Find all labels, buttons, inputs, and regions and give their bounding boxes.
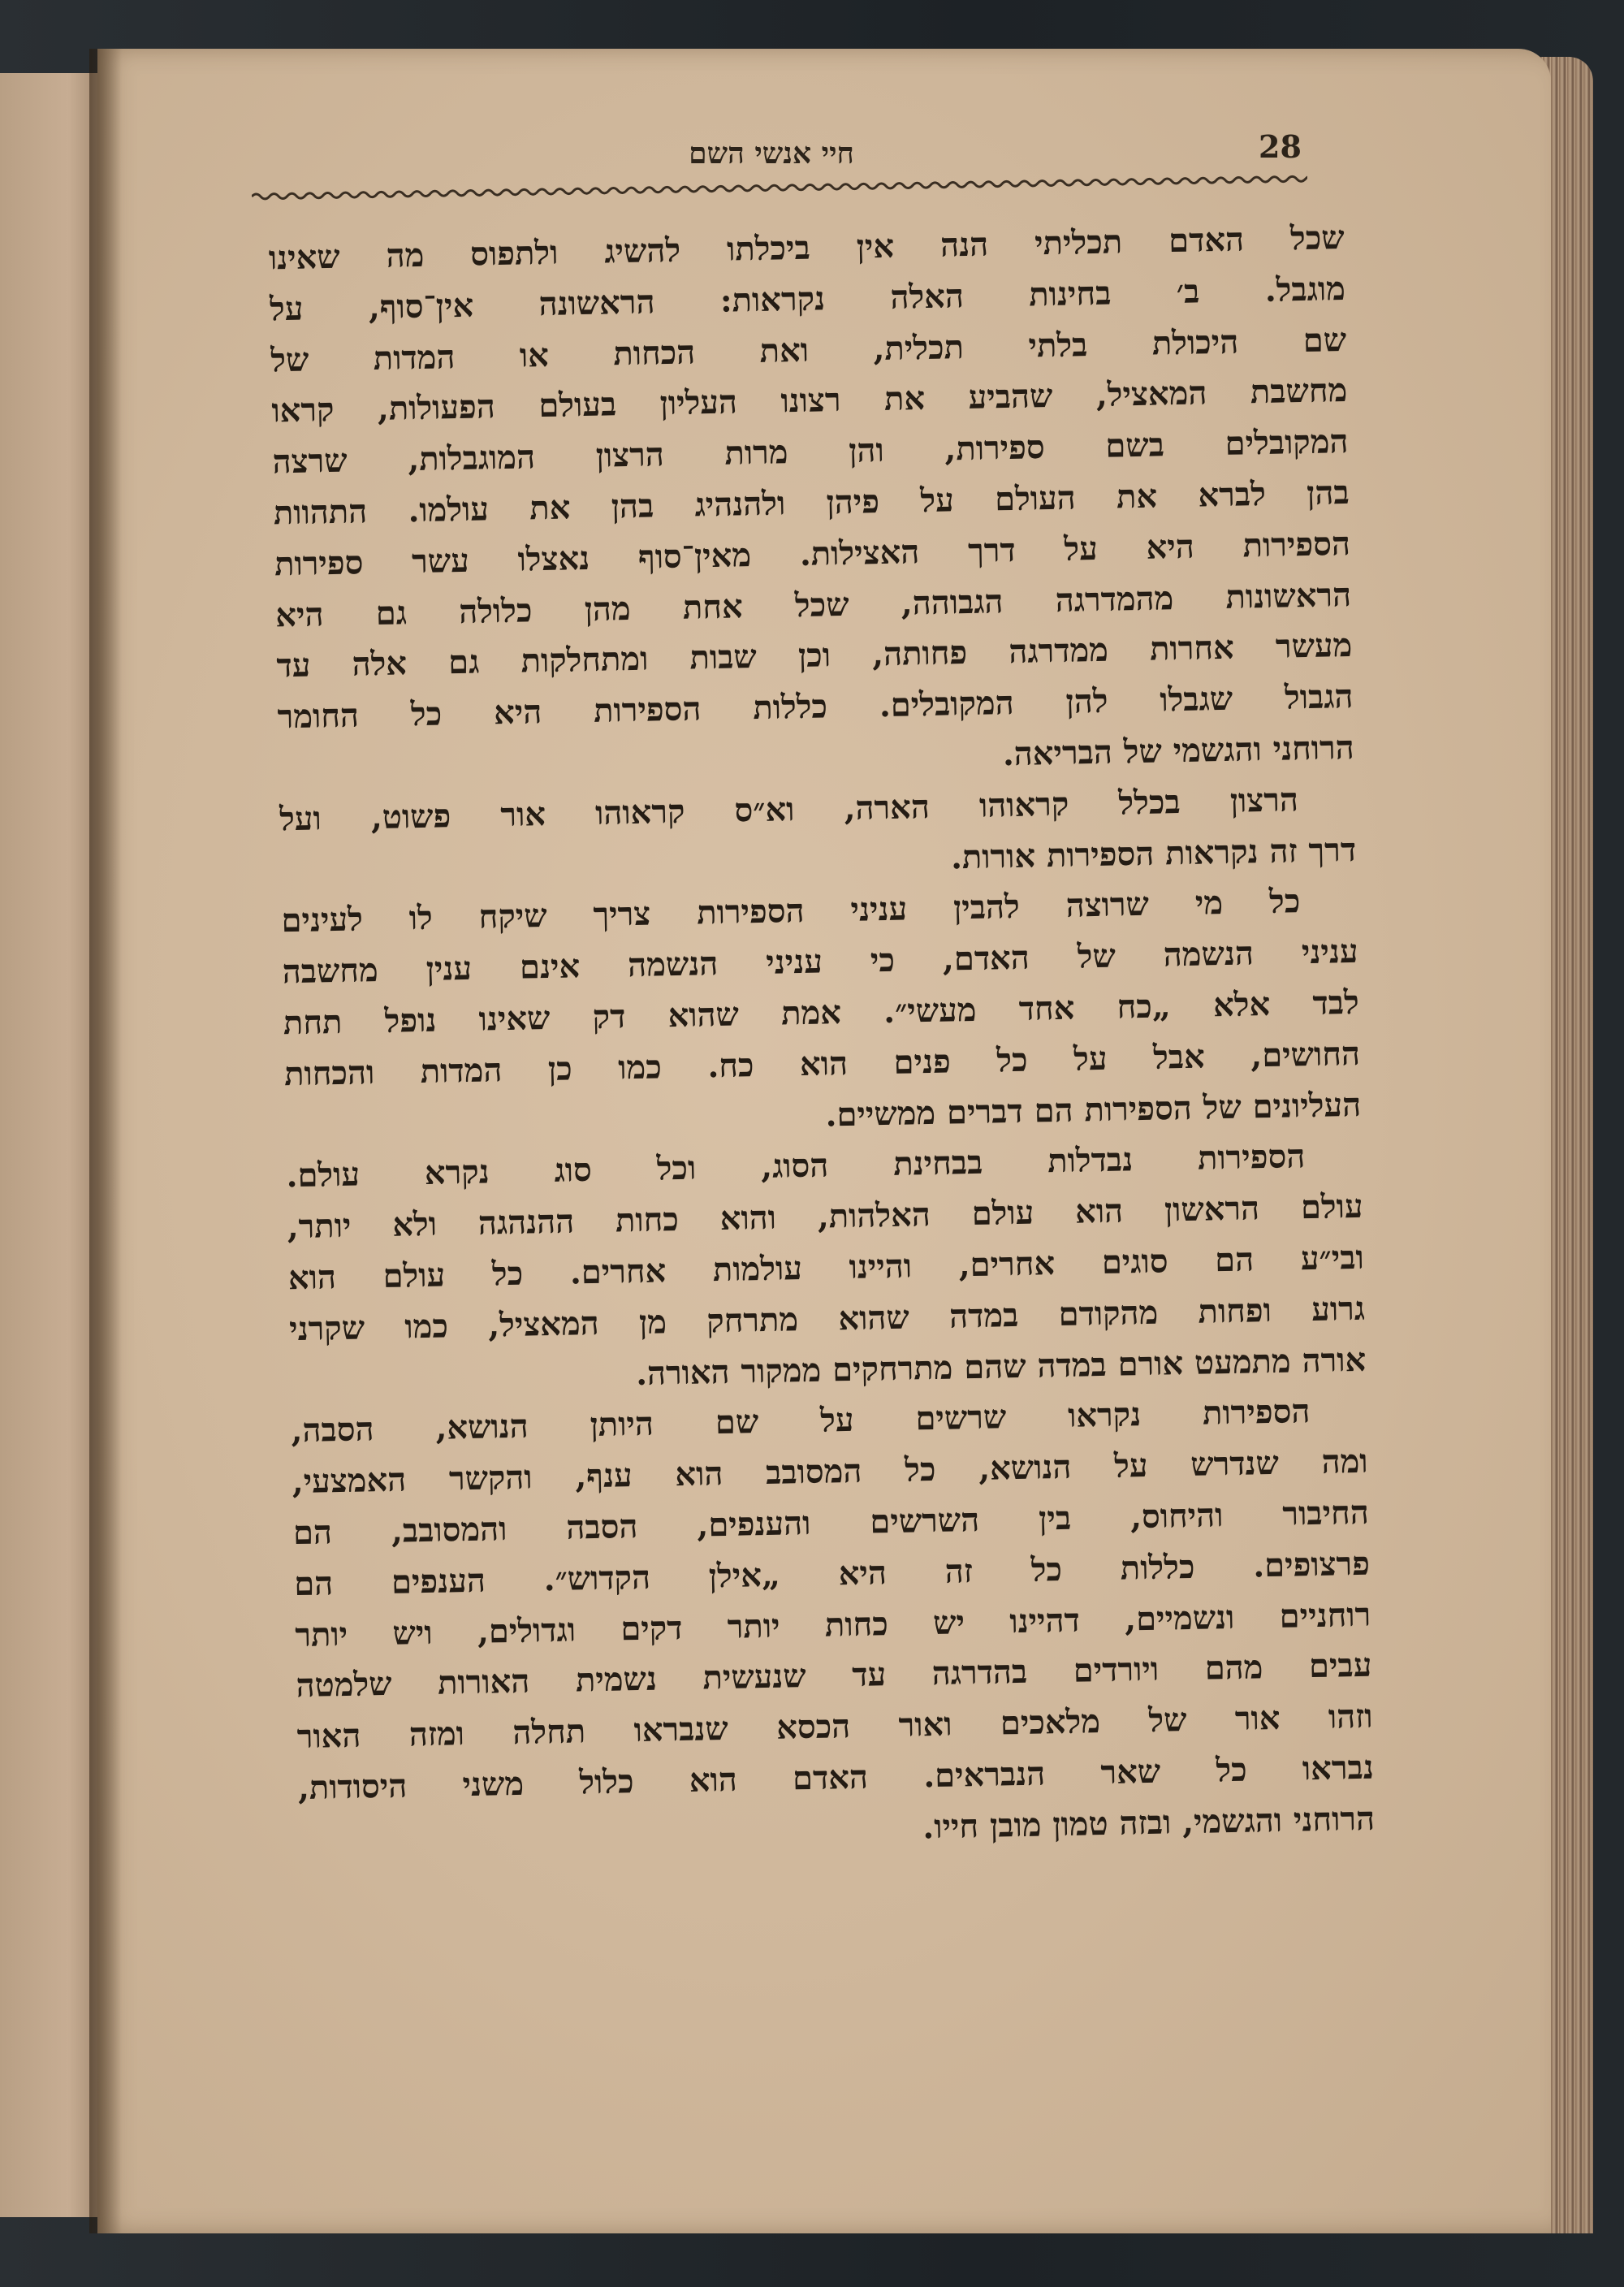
body-text xyxy=(268,213,1375,1865)
text-line: כל מי שרוצה להבין עניני הספירות צריך שיקח לו לעינים xyxy=(281,882,1301,940)
text-line: המקובלים בשם ספירות, והן מרות הרצון המוגבלות, שרצה xyxy=(272,422,1349,482)
text-line: מוגבל. ב׳ בחינות האלה נקראות: הראשונה אין־סוף, על xyxy=(269,269,1346,329)
text-line: הרוחני והגשמי של הבריאה. xyxy=(1002,728,1355,774)
text-line: הרוחני והגשמי, ובזה טמון מובן חייו. xyxy=(922,1799,1376,1847)
gutter-shadow xyxy=(89,49,122,2233)
text-line: נבראו כל שאר הנבראים. האדם הוא כלול משני היסודות, xyxy=(297,1748,1375,1807)
text-line: עניני הנשמה של האדם, כי עניני הנשמה אינם ענין מחשבה xyxy=(282,932,1358,992)
text-line: הספירות נקראו שרשים על שם היותן הנושא, הסבה, xyxy=(291,1392,1311,1450)
text-line: אורה מתמעט אורם במדה שהם מתרחקים ממקור האורה. xyxy=(635,1340,1367,1393)
text-line: העליונים של הספירות הם דברים ממשיים. xyxy=(825,1085,1362,1135)
text-line: בהן לברא את העולם על פיהן ולהנהיג בהן את עולמו. התהוות xyxy=(273,473,1350,533)
text-line: וזהו אור של מלאכים ואור הכסא שנבראו תחלה ומזה האור xyxy=(296,1697,1373,1757)
text-line: שכל האדם תכליתי הנה אין ביכלתו להשיג ולתפוס מה שאינו xyxy=(268,218,1345,278)
text-line: החיבור והיחוס, בין השרשים והענפים, הסבה והמסובב, הם xyxy=(292,1493,1370,1553)
text-line: פרצופים. כללות כל זה היא „אילן הקדוש״. הענפים הם xyxy=(293,1544,1371,1603)
text-line: הראשונות מהמדרגה הגבוהה, שכל אחת מהן כלולה גם היא xyxy=(274,575,1352,634)
text-line: מחשבת המאציל, שהביע את רצונו העליון בעולם הפעולות, קראו xyxy=(270,371,1348,430)
text-line: ובי״ע הם סוגים אחרים, והיינו עולמות אחרים. כל עולם הוא xyxy=(287,1238,1365,1298)
text-line: מעשר אחרות ממדרגה פחותה, וכן שבות ומתחלקות גם אלה עד xyxy=(276,626,1353,685)
text-line: דרך זה נקראות הספירות אורות. xyxy=(950,830,1357,876)
text-line: עולם הראשון הוא עולם האלהות, והוא כחות ההנהגה ולא יותר, xyxy=(287,1187,1363,1247)
page-number: 28 xyxy=(1259,128,1302,165)
text-line: שם היכולת בלתי תכלית, ואת הכחות או המדות של xyxy=(270,320,1347,379)
text-line: גרוע ופחות מהקודם במדה שהוא מתרחק מן המאציל, כמו שקרני xyxy=(288,1289,1366,1348)
text-line: עבים מהם ויורדים בהדרגה עד שנעשית נשמית האורות שלמטה xyxy=(296,1645,1372,1706)
text-line: הגבול שגבלו להן המקובלים. כללות הספירות היא כל החומר xyxy=(277,677,1354,737)
text-line: ומה שנדרש על הנושא, כל המסובב הוא ענף, והקשר האמצעי, xyxy=(292,1442,1368,1502)
text-line: החושים, אבל על כל פנים הוא כח. כמו כן המדות והכחות xyxy=(283,1034,1361,1093)
text-line: לבד אלא „כח אחד מעשי״. אמת שהוא דק שאינו נופל תחת xyxy=(283,983,1360,1043)
text-line: הרצון בכלל קראוהו הארה, וא״ס קראוהו אור פשוט, ועל xyxy=(279,780,1299,839)
text-line: הספירות נבדלות בבחינת הסוג, וכל סוג נקרא עולם. xyxy=(286,1137,1306,1195)
text-line: הספירות היא על דרך האצילות. מאין־סוף נאצלו עשר ספירות xyxy=(274,524,1351,584)
left-page-edge xyxy=(0,73,100,2217)
running-title: חיי אנשי השם xyxy=(689,136,854,171)
decorative-wavy-rule xyxy=(252,171,1307,203)
text-line: רוחניים ונשמיים, דהיינו יש כחות יותר דקים וגדולים, ויש יותר xyxy=(294,1595,1371,1654)
